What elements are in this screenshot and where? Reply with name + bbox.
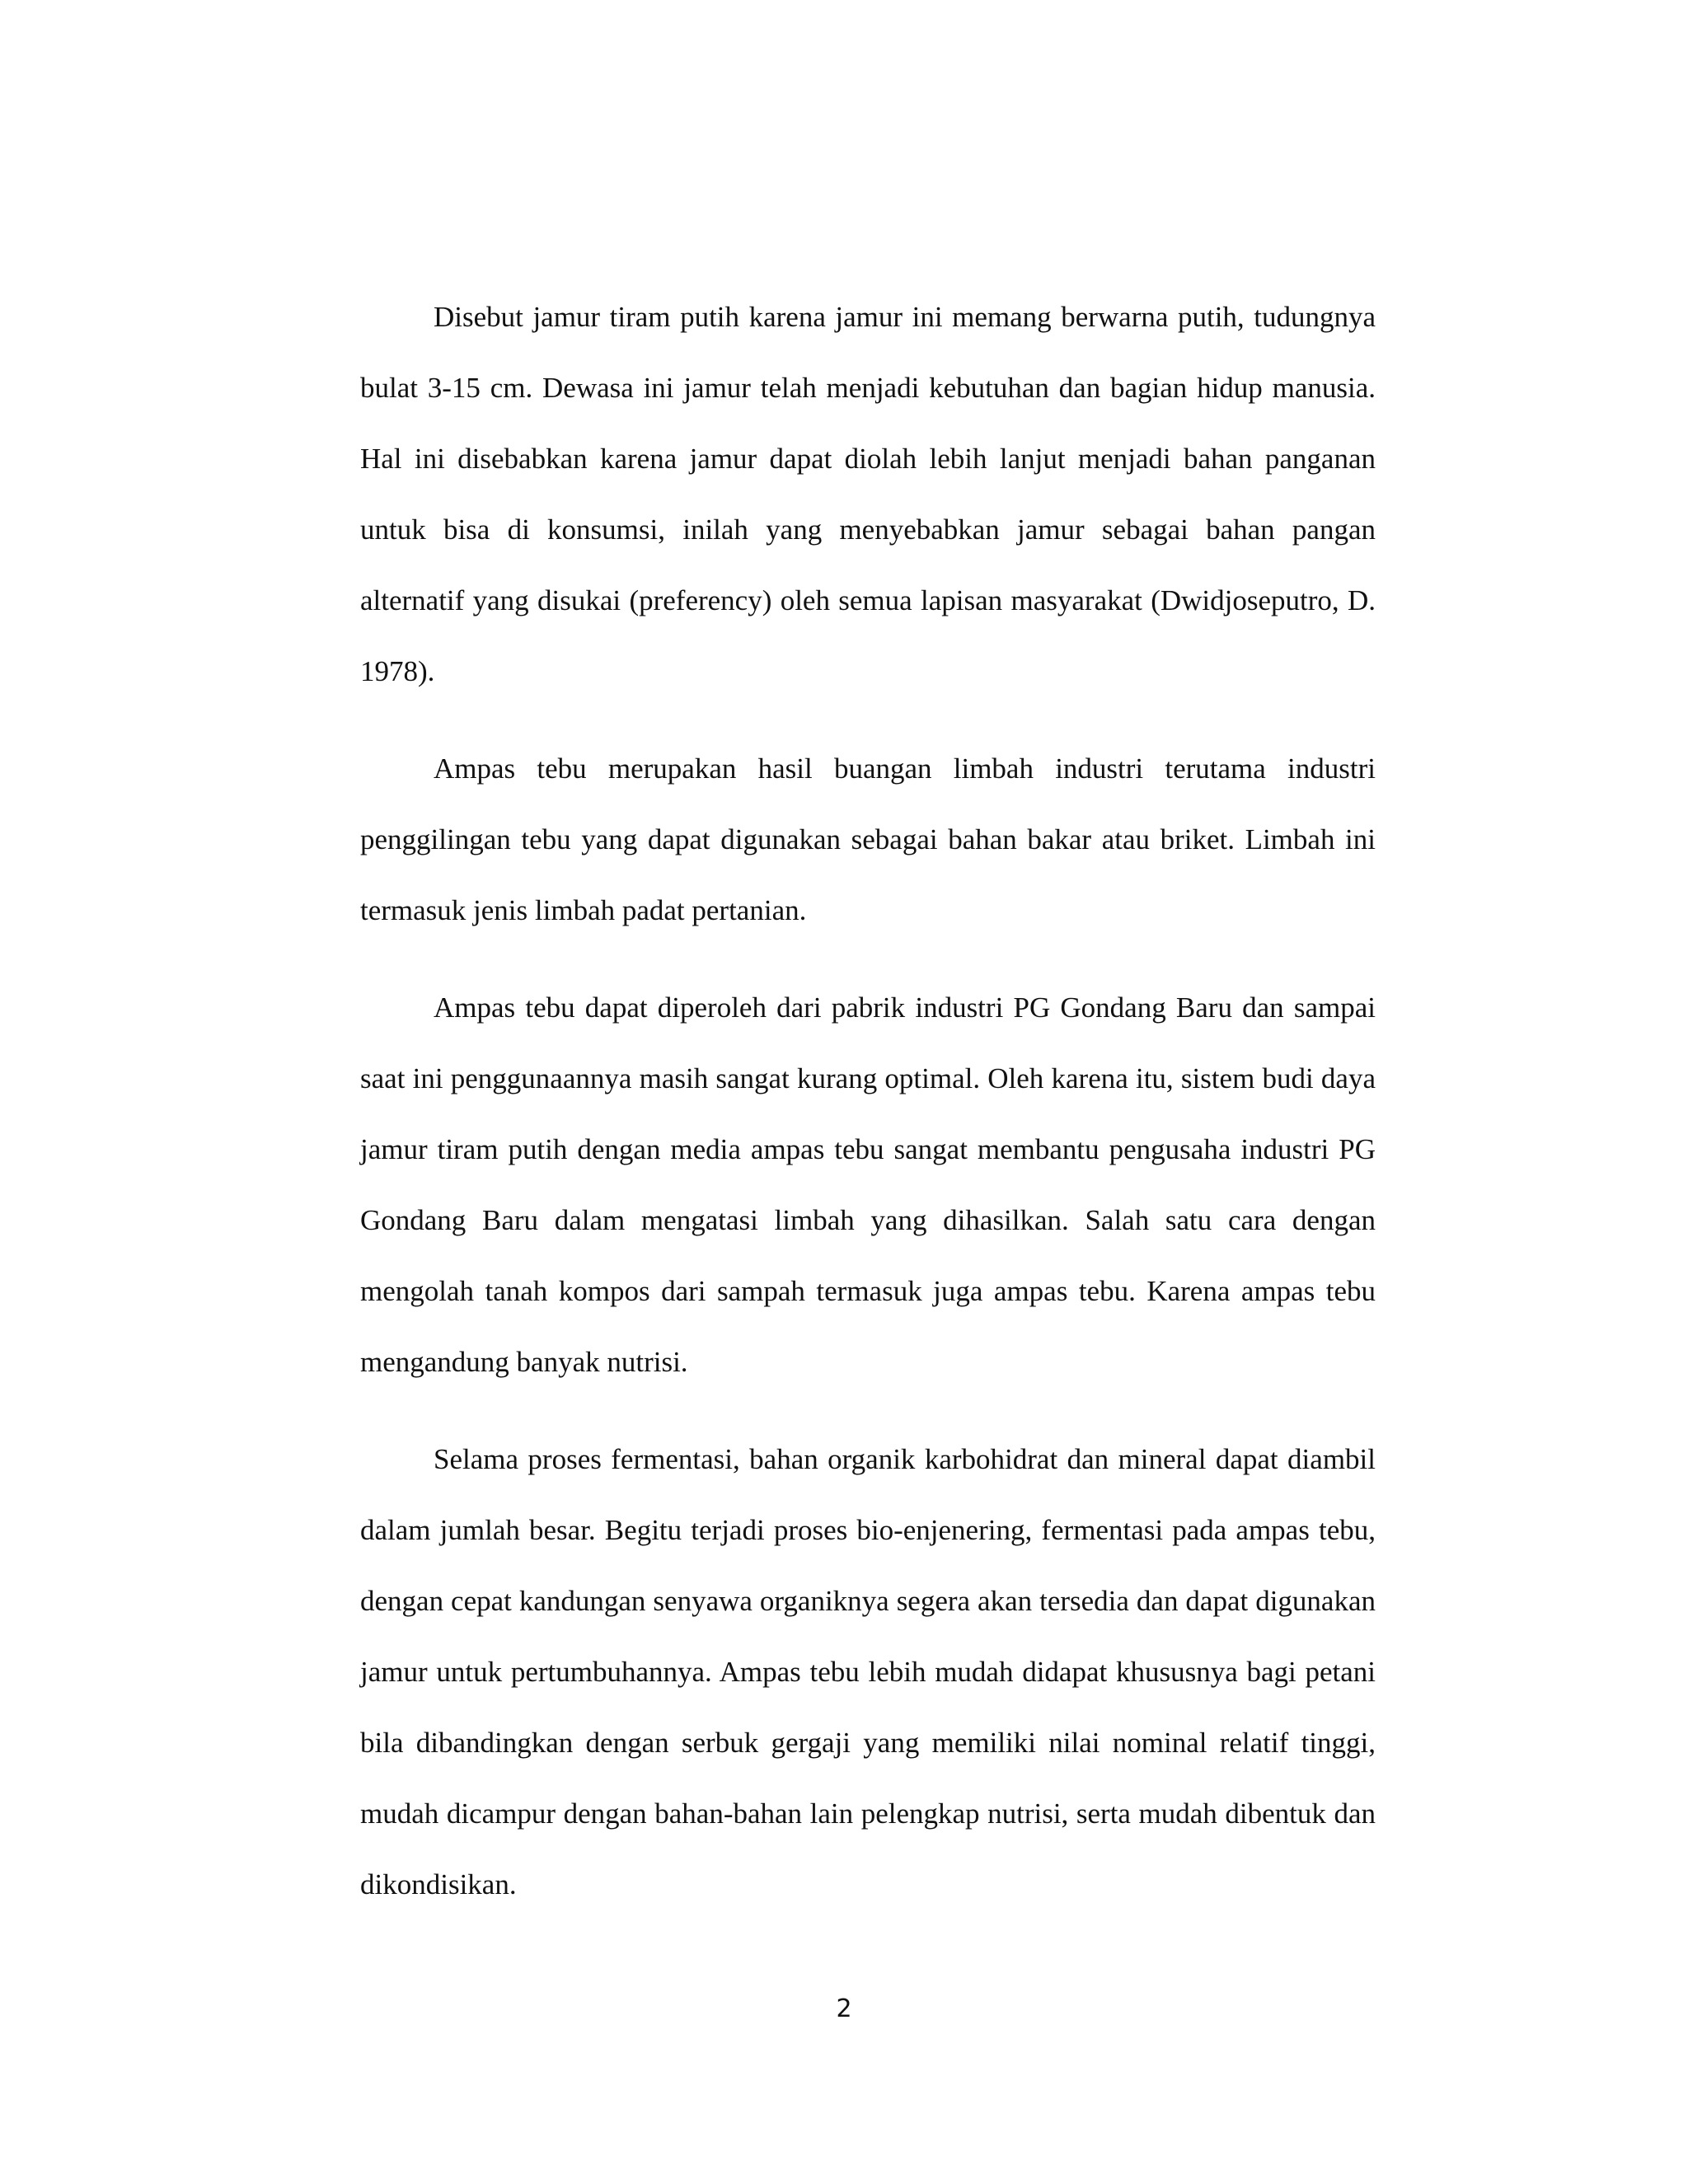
paragraph-ampas-tebu-limbah: Ampas tebu merupakan hasil buangan limbah industri terutama industri penggilingan tebu yang dapat digunakan sebagai bahan bakar atau briket. Limbah ini termasuk jenis limbah padat pertanian. [360,752,1376,926]
paragraph-pg-gondang-baru: Ampas tebu dapat diperoleh dari pabrik industri PG Gondang Baru dan sampai saat ini penggunaannya masih sangat kurang optimal. Oleh karena itu, sistem budi daya jamur tiram putih dengan media ampas tebu sangat membantu pengusaha industri PG Gondang Baru dalam mengatasi limbah yang dihasilkan. Salah satu cara dengan mengolah tanah kompos dari sampah termasuk juga ampas tebu. Karena ampas tebu mengandung banyak nutrisi. [360,991,1376,1378]
paragraph-jamur-tiram: Disebut jamur tiram putih karena jamur ini memang berwarna putih, tudungnya bulat 3-15 cm. Dewasa ini jamur telah menjadi kebutuhan dan bagian hidup manusia. Hal ini disebabkan karena jamur dapat diolah lebih lanjut menjadi bahan panganan untuk bisa di konsumsi, inilah yang menyebabkan jamur sebagai bahan pangan alternatif yang disukai (preferency) oleh semua lapisan masyarakat (Dwidjoseputro, D. 1978). [360,301,1376,687]
paragraph-proses-fermentasi: Selama proses fermentasi, bahan organik karbohidrat dan mineral dapat diambil dalam jumlah besar. Begitu terjadi proses bio-enjenering, fermentasi pada ampas tebu, dengan cepat kandungan senyawa organiknya segera akan tersedia dan dapat digunakan jamur untuk pertumbuhannya. Ampas tebu lebih mudah didapat khususnya bagi petani bila dibandingkan dengan serbuk gergaji yang memiliki nilai nominal relatif tinggi, mudah dicampur dengan bahan-bahan lain pelengkap nutrisi, serta mudah dibentuk dan dikondisikan. [360,1443,1376,1900]
page-number: 2 [836,1994,852,2023]
body-text [360,282,1376,1947]
